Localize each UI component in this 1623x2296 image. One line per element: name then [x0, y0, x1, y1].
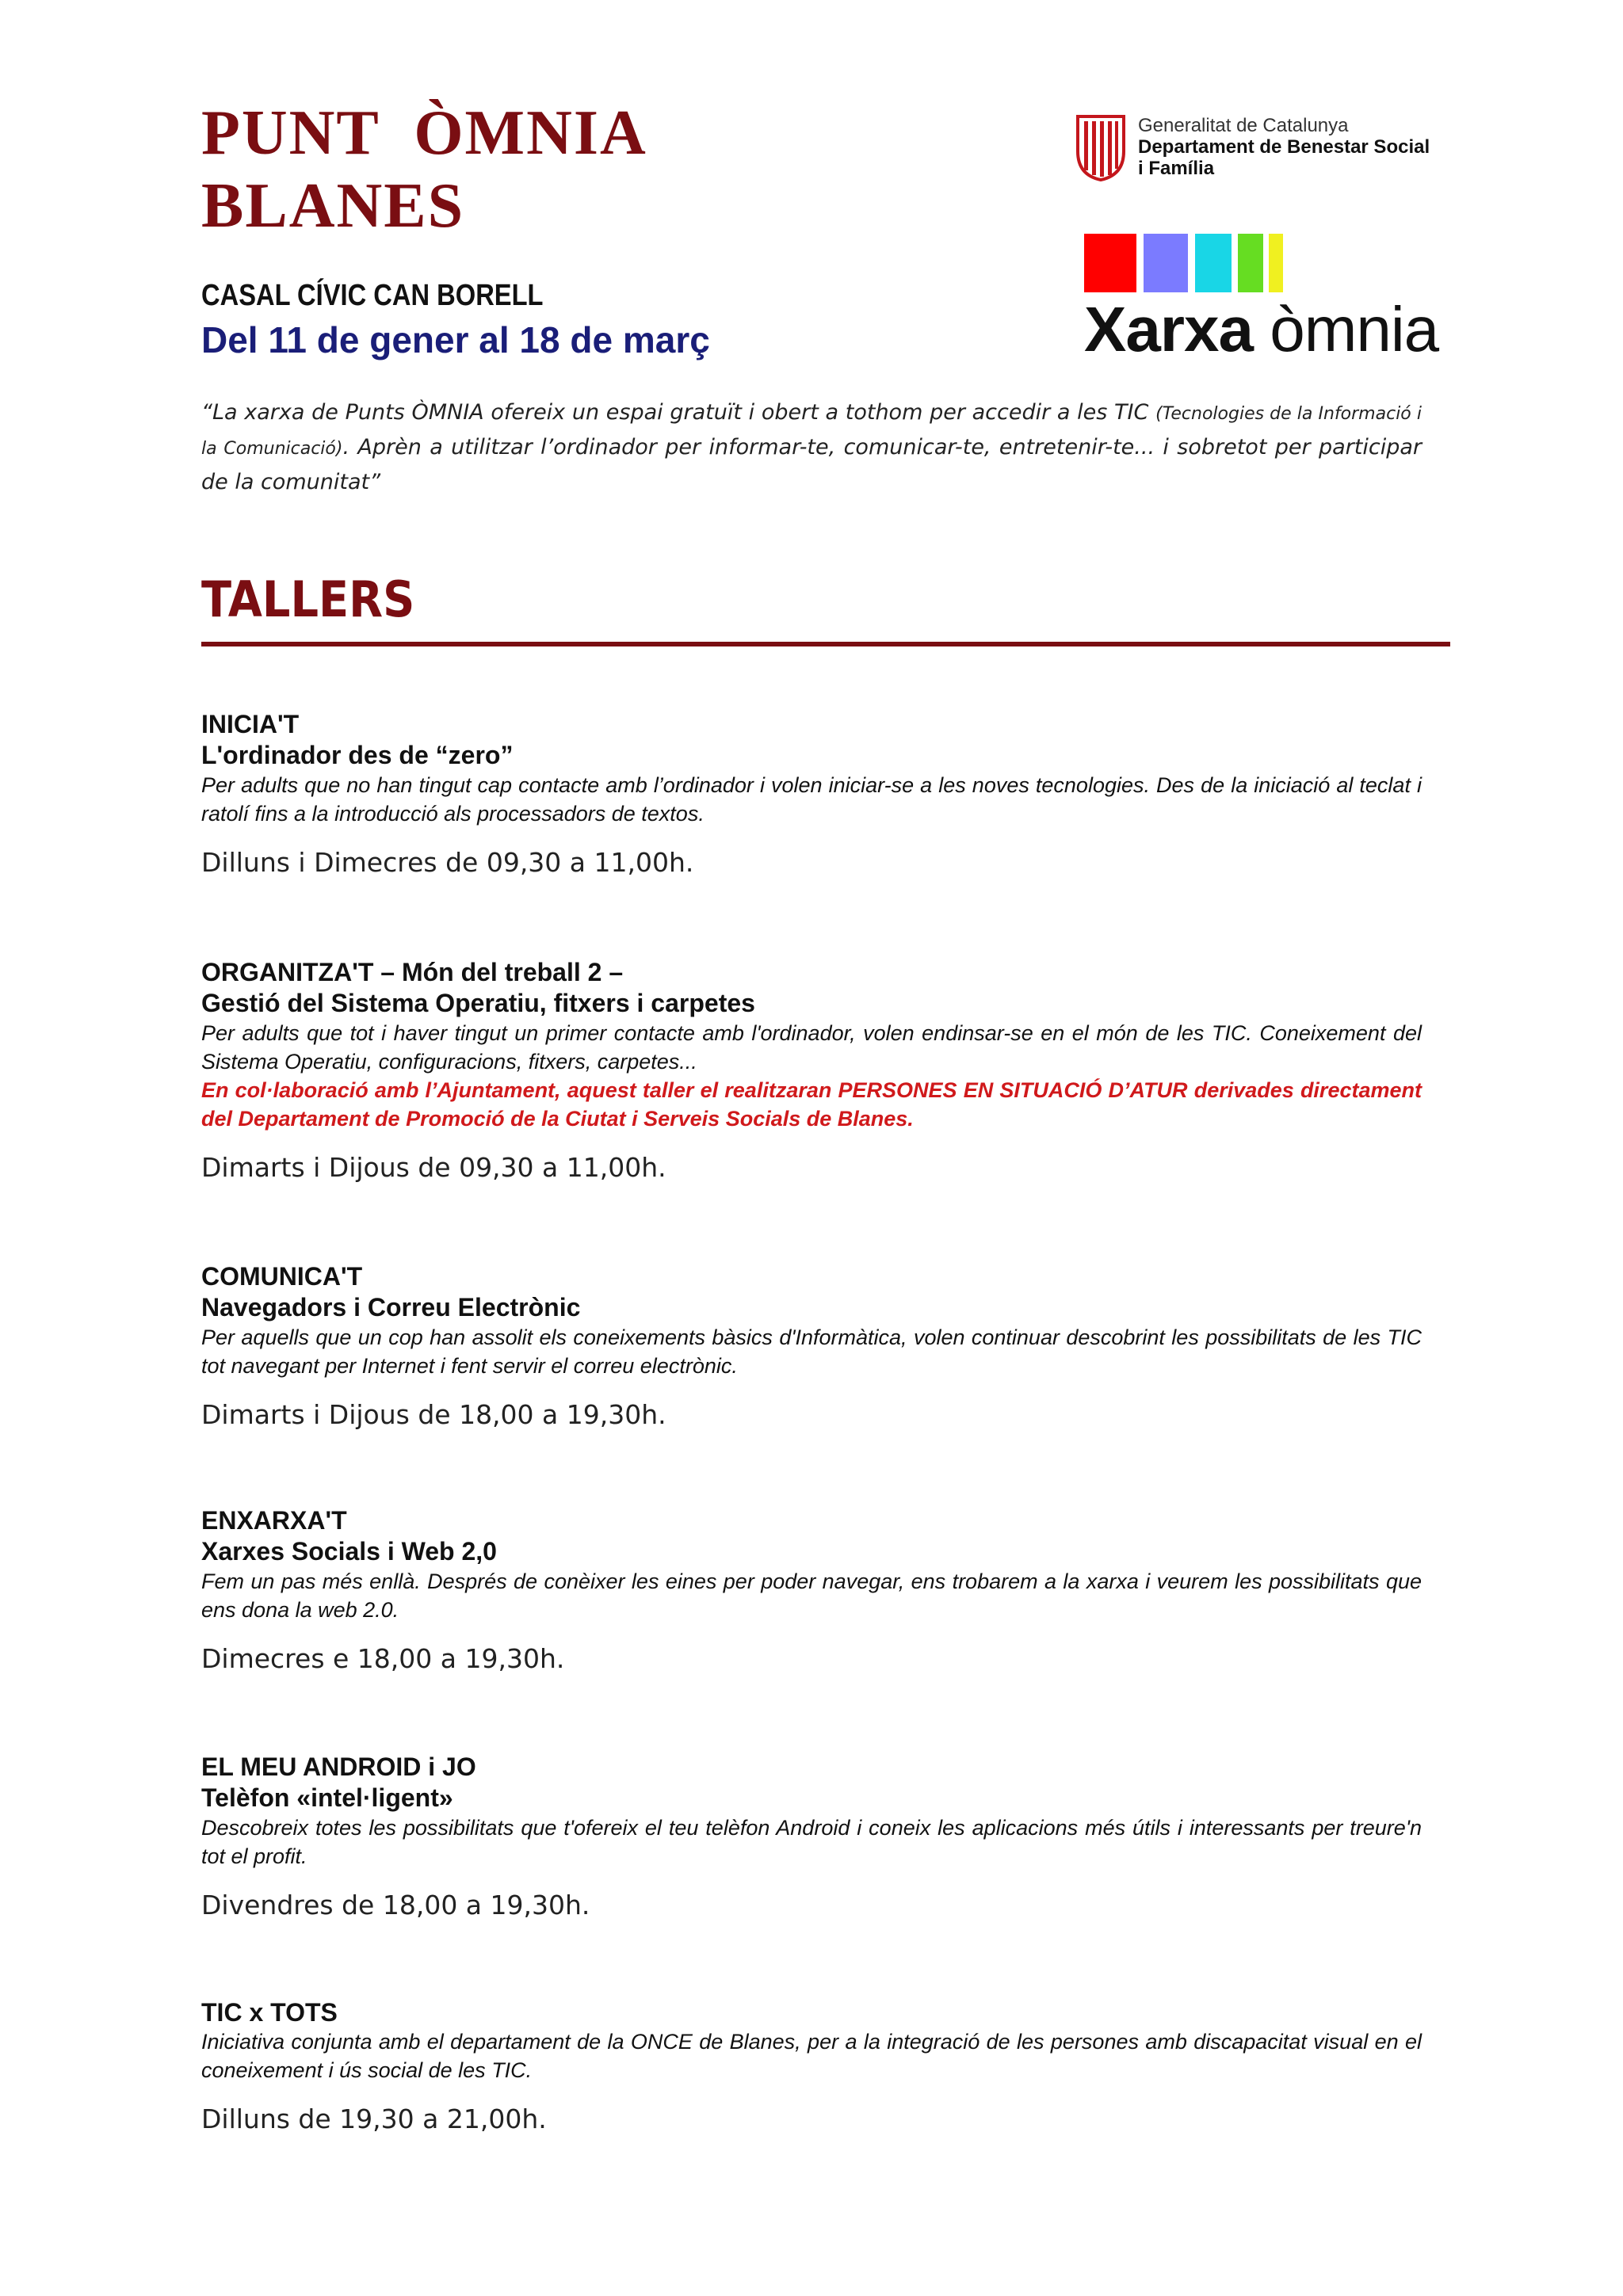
- logo-word-omnia: òmnia: [1270, 294, 1439, 364]
- logo-square-green: [1238, 234, 1263, 292]
- page-title: [201, 97, 647, 242]
- logo-square-purple: [1144, 234, 1188, 292]
- section-divider: [201, 642, 1450, 646]
- intro-paragraph: [201, 396, 1422, 499]
- generalitat-text: [1138, 115, 1430, 179]
- intro-text-1: “La xarxa de Punts ÒMNIA ofereix un espai gratuït i obert a tothom per accedir a les TIC: [201, 400, 1156, 425]
- workshop-subtitle: Xarxes Socials i Web 2,0: [201, 1537, 497, 1566]
- workshop-schedule: Dilluns i Dimecres de 09,30 a 11,00h.: [201, 847, 694, 878]
- date-range: Del 11 de gener al 18 de març: [201, 319, 710, 360]
- xarxa-omnia-logo: [1084, 293, 1438, 366]
- workshop-enxarxat: [201, 1505, 1422, 1674]
- department-name-1: Departament de Benestar Social: [1138, 136, 1430, 158]
- workshop-schedule: Dimecres e 18,00 a 19,30h.: [201, 1643, 565, 1674]
- workshop-schedule: Dimarts i Dijous de 18,00 a 19,30h.: [201, 1399, 666, 1430]
- workshop-subtitle: Navegadors i Correu Electrònic: [201, 1293, 581, 1322]
- workshop-description: Per adults que no han tingut cap contacte amb l’ordinador i volen iniciar-se a les noves tecnologies. Des de la iniciació al teclat i ratolí fins a la introducció als processadors de textos.: [201, 773, 1422, 826]
- generalitat-seal-icon: [1075, 113, 1127, 181]
- workshop-name: ENXARXA'T: [201, 1506, 347, 1535]
- workshop-description: Per aquells que un cop han assolit els coneixements bàsics d'Informàtica, volen continuar descobrint les possibilitats de les TIC tot navegant per Internet i fent servir el correu electrònic.: [201, 1325, 1422, 1378]
- generalitat-name: Generalitat de Catalunya: [1138, 115, 1349, 136]
- intro-text-3: . Aprèn a utilitzar l’ordinador per informar-te, comunicar-te, entretenir-te... i sobretot per participar de la comunitat”: [201, 435, 1423, 494]
- workshop-subtitle: L'ordinador des de “zero”: [201, 741, 514, 769]
- workshop-schedule: Dimarts i Dijous de 09,30 a 11,00h.: [201, 1152, 666, 1183]
- department-name-2: i Família: [1138, 158, 1215, 179]
- workshop-description: Per adults que tot i haver tingut un primer contacte amb l'ordinador, volen endinsar-se en el món de les TIC. Coneixement del Sistema Operatiu, configuracions, fitxers, carpetes...: [201, 1021, 1422, 1074]
- title-line-2: BLANES: [201, 171, 465, 241]
- workshop-description: Iniciativa conjunta amb el departament de la ONCE de Blanes, per a la integració de les persones amb discapacitat visual en el coneixement i ús social de les TIC.: [201, 2030, 1422, 2082]
- venue-label: CASAL CÍVIC CAN BORELL: [201, 279, 544, 312]
- workshop-schedule: Dilluns de 19,30 a 21,00h.: [201, 2103, 547, 2134]
- workshop-name: TIC x TOTS: [201, 1998, 338, 2027]
- intro-text-2: (Tecnologies de la Informació i la Comunicació): [201, 404, 1422, 459]
- workshop-organitzat: [201, 957, 1422, 1183]
- logo-square-cyan: [1195, 234, 1232, 292]
- workshop-tic-x-tots: [201, 1997, 1422, 2134]
- workshop-name: COMUNICA'T: [201, 1262, 363, 1291]
- logo-word-xarxa: Xarxa: [1084, 294, 1253, 364]
- workshop-schedule: Divendres de 18,00 a 19,30h.: [201, 1890, 590, 1920]
- workshop-name: ORGANITZA'T – Món del treball 2 –: [201, 958, 624, 986]
- workshop-name: INICIA'T: [201, 710, 300, 738]
- title-line-1: PUNT ÒMNIA: [201, 98, 647, 168]
- workshop-note: En col·laboració amb l’Ajuntament, aquest taller el realitzaran PERSONES EN SITUACIÓ D’ATUR derivades directament del Departament de Promoció de la Ciutat i Serveis Socials de Blanes.: [201, 1078, 1422, 1131]
- workshop-subtitle: Telèfon «intel·ligent»: [201, 1783, 453, 1812]
- workshop-description: Descobreix totes les possibilitats que t'ofereix el teu telèfon Android i coneix les aplicacions més útils i interessants per treure'n tot el profit.: [201, 1816, 1422, 1868]
- workshop-name: EL MEU ANDROID i JO: [201, 1753, 476, 1781]
- workshop-description: Fem un pas més enllà. Després de conèixer les eines per poder navegar, ens trobarem a la xarxa i veurem les possibilitats que ens dona la web 2.0.: [201, 1569, 1422, 1622]
- workshop-subtitle: Gestió del Sistema Operatiu, fitxers i carpetes: [201, 989, 755, 1017]
- workshop-iniciat: [201, 709, 1422, 878]
- workshop-android: [201, 1752, 1422, 1920]
- workshop-comunicat: [201, 1261, 1422, 1430]
- logo-square-yellow: [1269, 234, 1283, 292]
- logo-square-red: [1084, 234, 1136, 292]
- section-title: TALLERS: [201, 570, 415, 628]
